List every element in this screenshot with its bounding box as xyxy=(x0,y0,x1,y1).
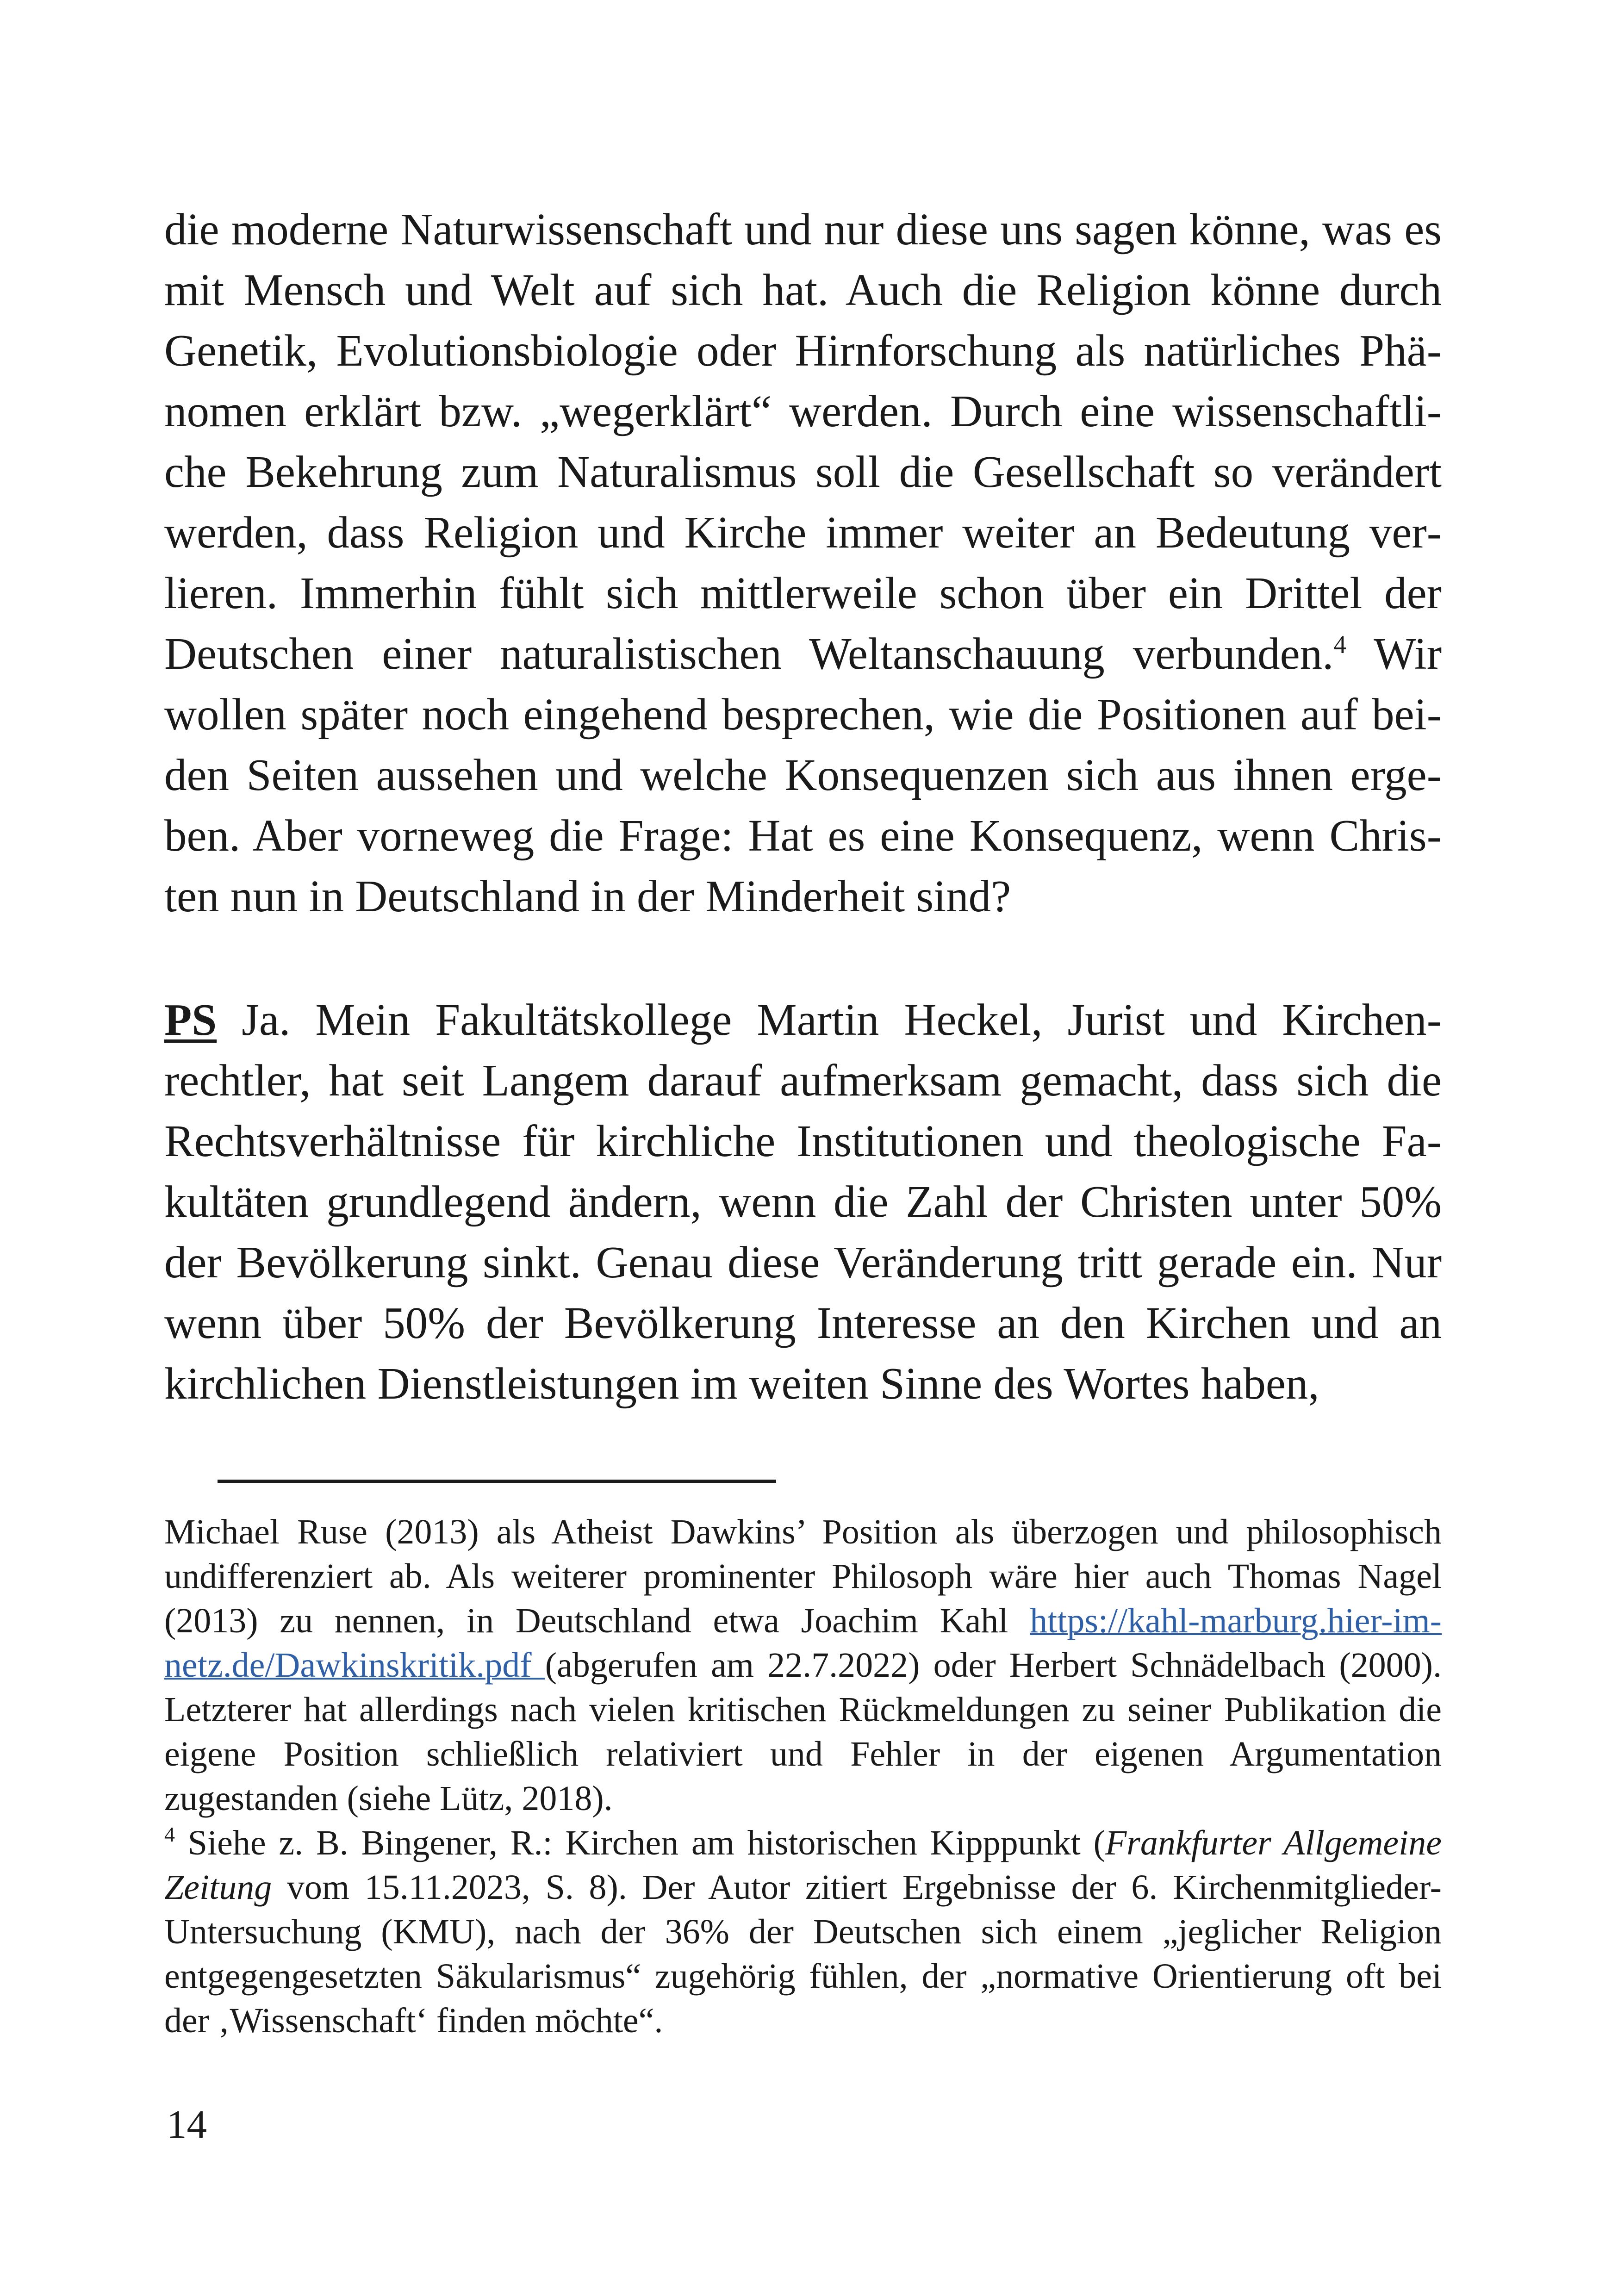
footnote-4-mark: 4 xyxy=(164,1823,175,1846)
paragraph-1 xyxy=(164,199,1442,927)
speaker-label: PS xyxy=(164,995,217,1045)
paragraph-1-text-continued: Wir wollen später noch eingehend besprechen, wie die Positionen auf beiden Seiten aussehen und welche Konsequenzen sich aus ihnen ergeben. Aber vorneweg die Frage: Hat es eine Konsequenz, wenn Christen nun in Deutschland in der Minderheit sind? xyxy=(164,629,1442,921)
footnote-continued-text-end: (abgerufen am 22.7.2022) oder Herbert Schnädelbach (2000). Letzterer hat allerdings nach vielen kritischen Rückmeldungen zu seiner Publikation die eigene Position schließlich relativiert und Fehler in der eigenen Argumentation zugestanden (siehe Lütz, 2018). xyxy=(164,1646,1442,1818)
footnote-reference-4[interactable]: 4 xyxy=(1333,630,1346,659)
footnote-4 xyxy=(164,1821,1442,2043)
page-body xyxy=(164,199,1442,1414)
footnote-continued-text: Michael Ruse (2013) als Atheist Dawkins’ Position als überzogen und philosophisch undifferenziert ab. Als weiterer prominenter Philosoph wäre hier auch Thomas Nagel (2013) zu nennen, in Deutschland etwa Joachim Kahl xyxy=(164,1512,1442,1640)
footnote-4-text-end: vom 15.11.2023, S. 8). Der Autor zitiert Ergebnisse der 6. Kirchenmitglieder-Untersuchung (KMU), nach der 36% der Deutschen sich einem „jeglicher Religion entgegengesetzten Säkularismus“ zugehörig fühlen, der „normative Orientierung oft bei der ‚Wissenschaft‘ finden möchte“. xyxy=(164,1868,1442,2040)
paragraph-2-text: Ja. Mein Fakultätskollege Martin Heckel, Jurist und Kirchenrechtler, hat seit Langem darauf aufmerksam gemacht, dass sich die Rechtsverhältnisse für kirchliche Institutionen und theologische Fakultäten grundlegend ändern, wenn die Zahl der Christen unter 50% der Bevölkerung sinkt. Genau diese Veränderung tritt gerade ein. Nur wenn über 50% der Bevölkerung Interesse an den Kirchen und an kirchlichen Dienstleistungen im weiten Sinne des Wortes haben, xyxy=(164,995,1442,1408)
footnote-4-newspaper-title: Frankfurter Allgemeine Zeitung xyxy=(164,1823,1442,1907)
footnote-continued xyxy=(164,1510,1442,1821)
footnote-4-text: Siehe z. B. Bingener, R.: Kirchen am historischen Kipppunkt ( xyxy=(175,1823,1105,1862)
paragraph-2 xyxy=(164,989,1442,1414)
page-number: 14 xyxy=(167,2102,207,2147)
footnote-separator xyxy=(218,1480,776,1483)
footnotes xyxy=(164,1510,1442,2043)
paragraph-1-text: die moderne Naturwissenschaft und nur diese uns sagen könne, was es mit Mensch und Welt auf sich hat. Auch die Religion könne durch Genetik, Evolutionsbiologie oder Hirnforschung als natürliches Phänomen erklärt bzw. „wegerklärt“ werden. Durch eine wissenschaftliche Bekehrung zum Naturalismus soll die Gesellschaft so verändert werden, dass Religion und Kirche immer weiter an Bedeutung verlieren. Immerhin fühlt sich mittlerweile schon über ein Drittel der Deutschen einer naturalistischen Weltanschauung verbunden. xyxy=(164,205,1442,678)
footnote-link[interactable]: https://kahl-marburg.hier-im-netz.de/Dawkinskritik.pdf xyxy=(164,1601,1442,1685)
